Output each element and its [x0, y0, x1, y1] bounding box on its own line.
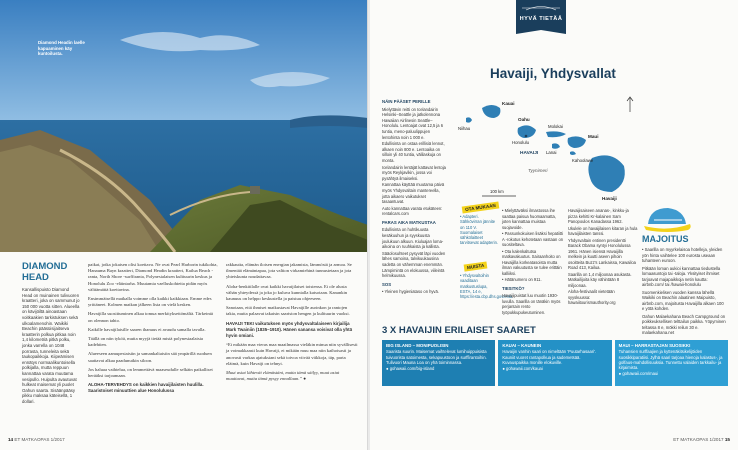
card-link[interactable]: ● gohawaii.com/maui	[618, 371, 659, 377]
card-text: Saarista suurin. Maisemat vaihtelevat lumihuippuisista tuivuorista satoimesta, sekapuustoon ja surffirantoihin. Tulivuori Mauna Loa on yhä toiminnassa.	[386, 349, 487, 365]
paragraph: Muut asiat lähtevät elämästäni, mutta tämä säilyy, muut asiat muuttuvat, mutta tämä pysyy ennallaan.” ●	[226, 370, 340, 382]
info-column-a	[382, 96, 448, 296]
card-link[interactable]: ● gohawaii.com/kauai	[502, 366, 543, 372]
paragraph: ALOHA-TERVEHDYS on kaikkien havaijilaisten huulilla. Saaristoiset minuuttien alue Honolulussa	[88, 382, 204, 394]
map-scale-label: 100 km	[490, 189, 504, 194]
paragraph: Auto kannattaa varata etukäteen: rentalcars.com	[382, 205, 443, 217]
paragraph: Ukulele on havaijilaisen kitaran ja hula havaijilaisten tanssi.	[568, 225, 638, 236]
paragraph: Yhdysvaltain entinen presidentti Barack Obama syntyi Honolulussa 1961. Hänen isiensä Havaijilla melkein ja kuutti aseen pihoin osoitteita Buzz's Lankaissa, Kawailoa Road 413, Kailua.	[568, 237, 636, 270]
photo-caption: Diamond Headin laelle kapuaminen käy kuntoilusta.	[38, 40, 85, 57]
card-title: MAUI – HARRASTAJAN SUOSIKKI	[618, 343, 691, 348]
card-text: Tuhansien surffaajien ja kyttenäkitsikelijöiden suosikkiparatiisi. Jylhä saari tarjoaa hienoja kalastus-, ja golfaus-mahdollisuuksia. Tunnettu valaiden tarkkailu- ja kirjaimista.	[618, 349, 723, 371]
paragraph: Alueeseen aamupesiaisiin ja samankaltaisiin sää ympärillä ruoduen saattavat alkaa paadunutkin siloon.	[88, 351, 212, 363]
island-cards	[382, 340, 728, 386]
paragraph: Pitkään loman aukioi kannattaa tiedustella lomaasuntojo tai -taloja. Yksityiset ihmiset tarjoavat majapaikkoja netin kautta: airbnb.com/ tai /hawaii-honolulu	[642, 265, 721, 287]
card-title: KAUAI – KAUNEIN	[502, 343, 542, 348]
tip-box	[458, 200, 513, 312]
island-card-big-island	[382, 340, 495, 386]
badge-text: HYVÄ TIETÄÄ	[519, 16, 563, 22]
page-title: Havaiji, Yhdysvallat	[490, 66, 616, 81]
paragraph: • Passunkokuisen lisäksi hepatiitti A -rokotus kehotetaan vastaan on suositeltava.	[502, 231, 564, 247]
honolulu-marker	[525, 135, 528, 138]
paragraph: Edullisinta on huhtikuusta kesäkuuhun ja syyskuusta joulukuun alkuun. Kiuluajan loma-aikoina on ruuhkaista ja kallista.	[382, 227, 444, 250]
paragraph: HAVAIJI TEKI vaikutuksen myös yhdysvaltalaiseen kirjailija Mark Twainiin (1835–1910). Hänen sanansa voisivat olla yhtä hyvin omiani.	[226, 320, 353, 339]
label-niihau: Niihau	[458, 126, 471, 131]
right-page	[370, 0, 738, 450]
label-kahoolawe: Kahoolawe	[572, 158, 594, 163]
diamond-head-photo	[0, 0, 368, 252]
label-maui: Maui	[588, 134, 599, 139]
card-text: Havaijin vanhin saari on nimeltään 'Puutarhasaari'. Kauniit vuoret rantapolkua ja sademetsää. Kuvauspaikka monille elokuville.	[502, 349, 597, 365]
section-heading: PARAS AIKA MATKUSTAA	[382, 219, 436, 225]
label-tyynimeri: Tyynimeri	[528, 168, 548, 173]
paragraph: Havaijilla suosittuminen alkaa tomua merkityksettömältä. Tärkeintä on olennon tahto.	[88, 311, 213, 323]
paragraph: Icelandairin lentäjät kattavat lentoja myös Reykjavikin, jossa voi pysähtyä ilmaiseksi.	[382, 164, 446, 181]
island-card-kauai	[498, 340, 611, 386]
paragraph: Jos haluaa vaihtelua, on lemmettävä maaseudulle selkäin paikalliset herääksi tarjoamaan.	[88, 366, 213, 379]
info-column-c	[568, 208, 638, 307]
article-column-2	[226, 262, 358, 385]
page-number: 15	[724, 437, 730, 442]
paragraph: Edullisinta on ostaa erillisiä lennot, alkaen noin 800 e. Lentoaika on silloin yli 40 tuntia, välilaskuja on monta.	[382, 141, 445, 163]
page-number: 14	[8, 437, 14, 442]
card-title: BIG ISLAND – MONIPUOLISIN	[386, 343, 449, 348]
paragraph: • Yleinen hygieniataso on hyvä.	[382, 289, 439, 295]
magazine-name: ET MATKAOPAS 1/2017	[673, 437, 724, 442]
paragraph: Sääolosuhteet pysyvät läpi vuoden lähes samoina, talvikuukausina sadetta on vähemman enemmän. Lämpimintä on elokuussa, viileintä helmikuussa.	[382, 250, 446, 279]
islands-section-title: 3 X HAVAIJIN ERILAISET SAARET	[382, 325, 536, 336]
paragraph: • Mielyttäväksi ilmastossa ihe saattaa paisua huomaamatta, joten kannattaa muistaa suojavoide.	[502, 208, 556, 230]
label-molokai: Molokai	[548, 124, 563, 129]
hyva-tietaa-badge	[512, 0, 570, 38]
label-kauai: Kauai	[502, 101, 515, 106]
left-page	[0, 0, 368, 450]
majoitus-title: MAJOITUS	[642, 234, 689, 244]
paragraph: Saarilla on 1,4 miljoonaa asukasta. Matkailijoita käy vähintään 8 miljoonaa.	[568, 271, 632, 288]
cap-icon	[642, 202, 692, 234]
majoitus-column	[642, 247, 726, 338]
paragraph: Ensimmäisellä matkalla voimme olla kaikki kaikkiaan. Emme edes yrittäneet. Kolmen matkan jälkeen lista on vielä kesken.	[88, 296, 212, 308]
label-lanai: Lanai	[546, 150, 557, 155]
paragraph: Oahun Malaekahana Beach Campground on poikkeuksellisen telttailun paikka. Yöpyminen teltassa 8 e, mökki reilun 30 e. malaekahana.net	[642, 313, 726, 335]
hawaii-map	[452, 92, 642, 204]
paragraph: paikat, jotka jokaisen olisi koettava. Ne ovat Pearl Harborin tukikohta, Hanauma Bayn kraatteri, Diamond Headin kraatteri, Kailua Beach -ranta, North Shore -surffiranta, Polynesialaisen kulttuurin keskus ja Honolulu Zoo -eläintarha. Muutamia vaelluskohteita pidän myös välttämättä koettavina.	[88, 262, 218, 292]
label-honolulu: Honolulu	[512, 140, 529, 145]
section-heading: NÄIN PÄÄSET PERILLE	[382, 99, 431, 104]
magazine-name: ET MATKAOPAS 1/2017	[14, 437, 65, 442]
label-havaiji-state: HAVAIJI	[520, 151, 539, 156]
tip-text-adapter: • Adapteri. Sähkövirran jännite on 110 V. Suomalaiset sähkölaitteet tarvitsevat adapterin.	[460, 214, 499, 246]
paragraph: Suomenkielisen vuoden kanssa lähellä Waikiki on Beachin alaatinen Maipuisto, airbnb.com, majoitusta Havaijilla alkaen 100 e yötä kohden.	[642, 289, 724, 311]
label-big-island: Havaiji	[602, 196, 617, 201]
paragraph: Kaikille havaijilaisille saaren ihanuus ei avaudu samalla tavalla.	[88, 326, 206, 332]
paragraph: • Saarilla on myyrkelaisoa hotelleja, yleiden yön hinta vaihtelee 100 eurosta useaan tuhanteen euroon.	[642, 247, 723, 263]
paragraph: “Ei mikään maa vieras maa maailmassa vieläkin minua niin syvällisesti ja voimakkaasti kuin Havaiji, ei mikään muu maa niin kaihoisasti ja anovasti varkaa ajatuksiani sekä toivoa viivää viikkoja, täp, parta eläimä, kuin Havaiji on tehnyt.	[226, 342, 358, 366]
page-folio-right	[673, 437, 730, 442]
paragraph: rakkautta, elämän iloisen energian jakamista, lämmöstä ja armoa. Se ilmentää elämäntapaa, jota valtion virkamiehinä tunnustetaan ja jota yhteiskunta noudattavaa.	[226, 262, 352, 280]
paragraph: Havaijisaiseen ananas-, kinkku-ja pizza kehitti Kr-kalainen Sam Panopoulos Kanadassa 1962.	[568, 208, 629, 224]
section-heading: TIESITKÖ?	[502, 285, 525, 291]
paragraph: Sanotaan, että ihmiset matkustavat Havaijille aurinkon ja rantojen takia, mutta palaavat takaisin saariston hengen ja kulttuurin vuoksi.	[226, 305, 350, 317]
article-column-1	[88, 262, 218, 398]
diamond-head-sidebar	[22, 262, 80, 404]
sidebar-title: DIAMOND HEAD	[22, 261, 68, 283]
paragraph: Aloha-festivaalit vietetään syyskuussa: hawaiitourismauthority.org	[568, 289, 616, 305]
island-card-maui	[615, 340, 728, 386]
label-oahu: Oahu	[518, 117, 530, 122]
tip-text-esta: • Yhdysvaltoihin vaaditaan matkustuslupa, ESTA, 14 e, https://esta.cbp.dhs.gov/esta	[460, 273, 513, 300]
paragraph: Kannattaa käyttää muutama päivä myös Yhdysvaltain mantereella, jotta aikaero vaikutukset tasaantuvat.	[382, 182, 445, 205]
paragraph: • Ota kalenkaltutsa matkavakuutus. Sairaanhoito on Havaijilla korkeatasoista mutta ilman vakuutusta se tulee erittäin kalliiksi.	[502, 248, 562, 276]
section-heading: SOS	[382, 281, 392, 287]
sidebar-text: Kansallispuisto Diamond Head on muinainen tulivuoren kraatteri, joka on sammunut jo 150 000 vuotta sitten. Alueella on kävijöiltä ainoastaan voitkaakien tarkistuksen sekä ulkoalamenohin. Waikiki Beachin pääsüisijaitseva kraatterin polkua pitkaa noin 1,4 kilometriä pitkä polku, jonka varrella on 1048 porrasta, tunneleita sekä taukopaikkoja. Kiipeämisen ennätys normaalikuntoisella polkijalla, mutta reppuun kannattaa varata muutama vesipullo. Huipulta avautuvat hulkeat maisemat yli puolet Oahun saarta. Sisäänpääsy pikku maksaa käteisellä, 1 dollari.	[22, 287, 80, 404]
page-folio-left	[8, 437, 65, 442]
paragraph: Mielyttävin reitti on Icelandairin Helsinki–Seattle ja jatkolennona Hawaiian Airlinesin Seattle–Honolulu. Lentoajat ovat 12,5 ja 6 tuntia, meno-paluulippujen lentohinta noin 1 000 e.	[382, 106, 443, 140]
card-link[interactable]: ● gohawaii.com/big-island	[386, 366, 435, 372]
tip-label-ota-mukaan: OTA MUKAAN	[462, 201, 499, 213]
info-column-b	[502, 208, 564, 316]
paragraph: • Hätänumero on 911.	[502, 277, 542, 282]
paragraph: Aloha-henkitilalle ovat kaikki havaijilaiset toistensa. Ei ole alusta vähän yhteydessä ja joka jo kuluva kunnialla katsotaan. Kanankin kaunuus on helppo keskustella ja paistuu ohjeeseen.	[226, 283, 348, 302]
paragraph: Havaijipuistat luu muotin 1930-luvulla. Saarilla on tänäkin myös perjantain rento työpukkupukeutuminen.	[502, 293, 561, 315]
tip-label-muista: MUISTA	[464, 261, 488, 271]
paragraph: Täällä on niin tyköä, mutta myyjä tietää mistä polynesiaalaisia kadehtien.	[88, 336, 203, 348]
